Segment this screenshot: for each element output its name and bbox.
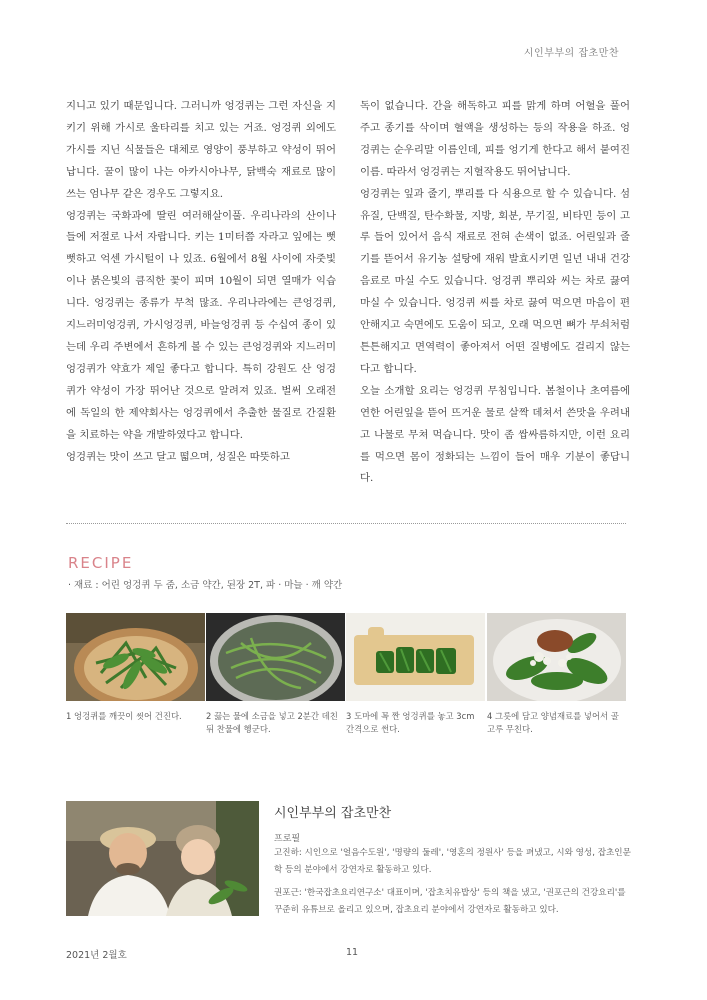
article-paragraph: 엉겅퀴는 맛이 쓰고 달고 떫으며, 성질은 따뜻하고 <box>66 450 290 463</box>
author-bio-kwon-pogeun: 권포근: '한국잡초요리연구소' 대표이며, '잡초치유밥상' 등의 책을 냈고, '권포근의 건강요리'를 꾸준히 유튜브로 올리고 있으며, 잡초요리 분야에서 강연자로 활동하고 있다. <box>274 888 626 915</box>
washed-thistle-photo <box>66 613 205 701</box>
article-right-column <box>360 96 630 490</box>
article-paragraph: 오늘 소개할 요리는 엉겅퀴 무침입니다. 봄철이나 초여름에 연한 어린잎을 뜯어 뜨거운 물로 살짝 데쳐서 쓴맛을 우려내고 나물로 무쳐 먹습니다. 맛이 좀 쌉싸름하지만, 이런 요리를 먹으면 몸이 정화되는 느낌이 들어 매우 기분이 좋답니다. <box>360 384 630 485</box>
seasoning-bowl-photo <box>487 613 626 701</box>
article-paragraph: 독이 없습니다. 간을 해독하고 피를 맑게 하며 어혈을 풀어주고 종기를 삭이며 혈액을 생성하는 등의 작용을 하죠. 엉겅퀴는 순우리말 이름인데, 피를 엉기게 한다고 해서 붙여진 이름. 따라서 엉겅퀴는 지혈작용도 뛰어납니다. <box>360 100 630 178</box>
article-paragraph: 엉겅퀴는 잎과 줄기, 뿌리를 다 식용으로 할 수 있습니다. 섬유질, 단백질, 탄수화물, 지방, 회분, 무기질, 비타민 등이 고루 들어 있어서 음식 재료로 전혀 손색이 없죠. 어린잎과 줄기를 뜯어서 유기농 설탕에 재워 발효시키면 일년 내내 건강음료로 마실 수도 있습니다. 엉겅퀴 뿌리와 씨는 차로 끓여 마실 수 있습니다. 엉겅퀴 씨를 차로 끓여 먹으면 마음이 편안해지고 숙면에도 도움이 되고, 오래 먹으면 뼈가 무쇠처럼 튼튼해지고 면역력이 좋아져서 어떤 질병에도 걸리지 않는다고 합니다. <box>360 187 630 375</box>
recipe-step-4 <box>487 613 626 736</box>
section-divider <box>66 523 626 524</box>
profile-label: 프로필 <box>274 834 301 844</box>
recipe-step-2 <box>206 613 345 736</box>
article-paragraph: 엉겅퀴는 국화과에 딸린 여러해살이풀. 우리나라의 산이나 들에 저절로 나서 자랍니다. 키는 1미터쯤 자라고 잎에는 뻣뻣하고 억센 가시털이 나 있죠. 6월에서 8월 사이에 자줏빛이나 붉은빛의 큼직한 꽃이 피며 10월이 되면 열매가 익습니다. 엉겅퀴는 종류가 무척 많죠. 우리나라에는 큰엉겅퀴, 지느러미엉겅퀴, 가시엉겅퀴, 바늘엉겅퀴 등 수십여 종이 있는데 우리 주변에서 흔하게 볼 수 있는 큰엉겅퀴와 지느러미 엉겅퀴가 약효가 제일 좋다고 합니다. 특히 강원도 산 엉겅퀴가 약성이 가장 뛰어난 것으로 알려져 있죠. 벌써 오래전에 독일의 한 제약회사는 엉겅퀴에서 추출한 물질로 간질환을 치료하는 약을 개발하였다고 합니다. <box>66 209 336 441</box>
recipe-step-3 <box>346 613 485 736</box>
page-number: 11 <box>346 947 359 958</box>
blanching-pot-photo <box>206 613 345 701</box>
cutting-board-photo <box>346 613 485 701</box>
article-paragraph: 지니고 있기 때문입니다. 그러니까 엉겅퀴는 그런 자신을 지키기 위해 가시로 울타리를 치고 있는 거죠. 엉겅퀴 외에도 가시를 지닌 식물들은 대체로 영양이 풍부하고 약성이 뛰어납니다. 꿀이 많이 나는 아카시아나무, 닭백숙 재료로 많이 쓰는 엄나무 같은 경우도 그렇지요. <box>66 100 336 200</box>
author-couple-photo <box>66 801 259 916</box>
recipe-step-1 <box>66 613 205 723</box>
running-header: 시인부부의 잡초만찬 <box>523 48 619 59</box>
issue-date: 2021년 2월호 <box>66 950 127 961</box>
article-left-column <box>66 96 336 468</box>
step-caption: 4 그릇에 담고 양념재료를 넣어서 골고루 무친다. <box>487 711 619 734</box>
author-bio-go-jinha: 고진하: 시인으로 '얼음수도원', '명량의 둘레', '영혼의 정원사' 등을 펴냈고, 시와 영성, 잡초인문학 등의 분야에서 강연자로 활동하고 있다. <box>274 848 631 875</box>
step-caption: 3 도마에 꼭 짠 엉겅퀴를 놓고 3cm 간격으로 썬다. <box>346 711 475 734</box>
recipe-ingredients: · 재료 : 어린 엉겅퀴 두 줌, 소금 약간, 된장 2T, 파 · 마늘 · 깨 약간 <box>68 580 343 591</box>
step-caption: 1 엉겅퀴를 깨끗이 씻어 건진다. <box>66 711 182 721</box>
author-section-title: 시인부부의 잡초만찬 <box>274 806 392 821</box>
step-caption: 2 끓는 물에 소금을 넣고 2분간 데친 뒤 찬물에 헹군다. <box>206 711 338 734</box>
recipe-heading: RECIPE <box>68 554 134 572</box>
